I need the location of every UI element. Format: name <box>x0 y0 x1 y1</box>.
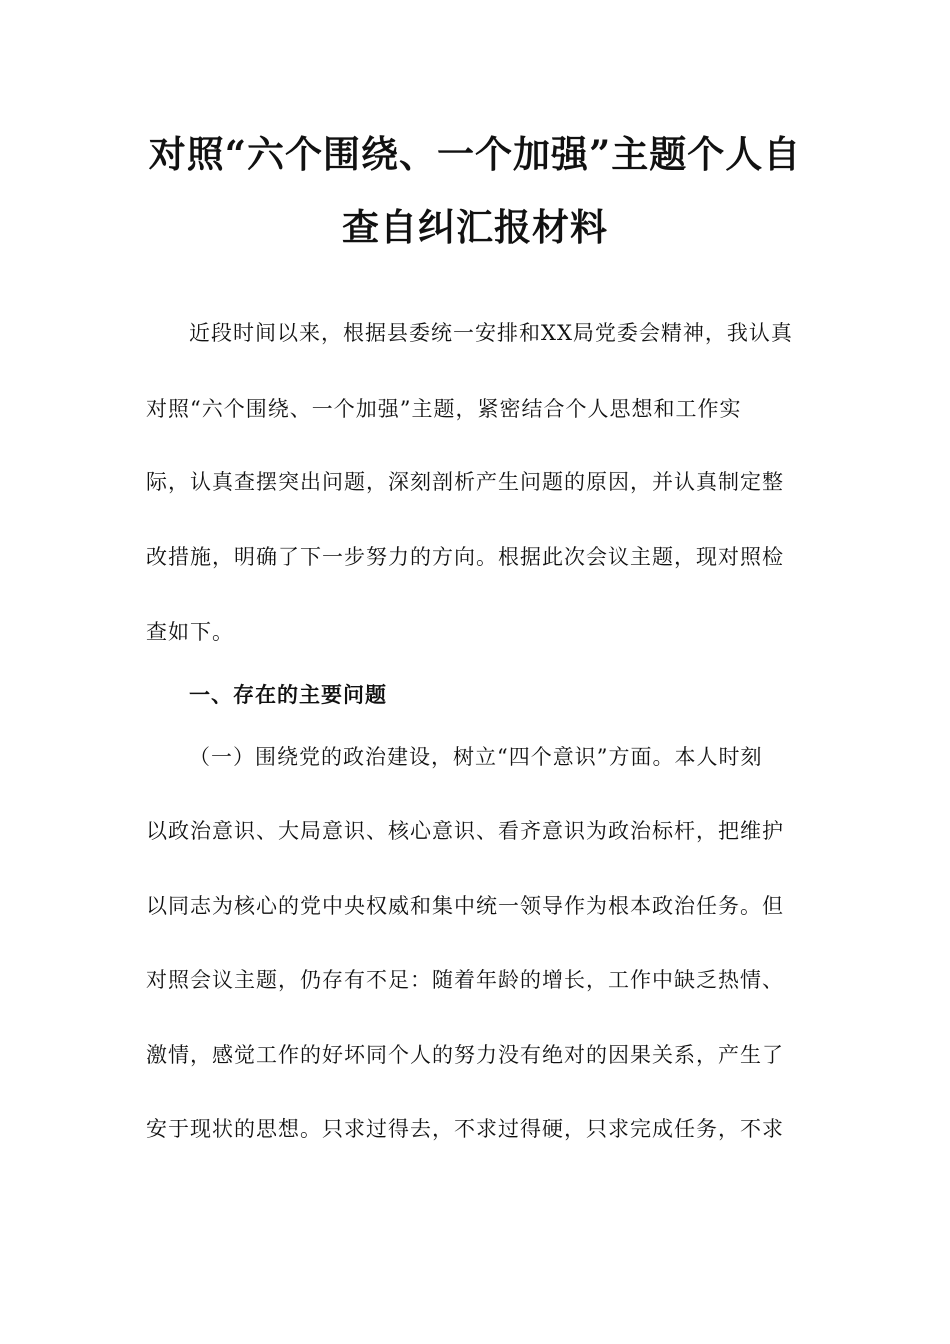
section-heading: 一、存在的主要问题 <box>189 682 387 707</box>
body-line-3: 际，认真查摆突出问题，深刻剖析产生问题的原因，并认真制定整 <box>146 470 784 494</box>
body-line-2: 对照“六个围绕、一个加强”主题，紧密结合个人思想和工作实 <box>146 397 742 421</box>
document-title-line-1: 对照“六个围绕、一个加强”主题个人自 <box>148 132 802 176</box>
body-line-8: 以政治意识、大局意识、核心意识、看齐意识为政治标杆，把维护 <box>146 819 784 843</box>
body-line-11: 激情，感觉工作的好坏同个人的努力没有绝对的因果关系，产生了 <box>146 1043 784 1067</box>
body-line-4: 改措施，明确了下一步努力的方向。根据此次会议主题，现对照检 <box>146 545 784 569</box>
body-line-12: 安于现状的思想。只求过得去，不求过得硬，只求完成任务，不求 <box>146 1117 784 1141</box>
body-line-10: 对照会议主题，仍存有不足：随着年龄的增长，工作中缺乏热情、 <box>146 968 784 992</box>
body-line-7: （一）围绕党的政治建设，树立“四个意识”方面。本人时刻 <box>189 745 763 769</box>
body-line-5: 查如下。 <box>146 620 234 644</box>
body-line-1: 近段时间以来，根据县委统一安排和XX局党委会精神，我认真 <box>189 321 793 345</box>
body-line-9: 以同志为核心的党中央权威和集中统一领导作为根本政治任务。但 <box>146 894 784 918</box>
document-title-line-2: 查自纠汇报材料 <box>342 205 608 249</box>
